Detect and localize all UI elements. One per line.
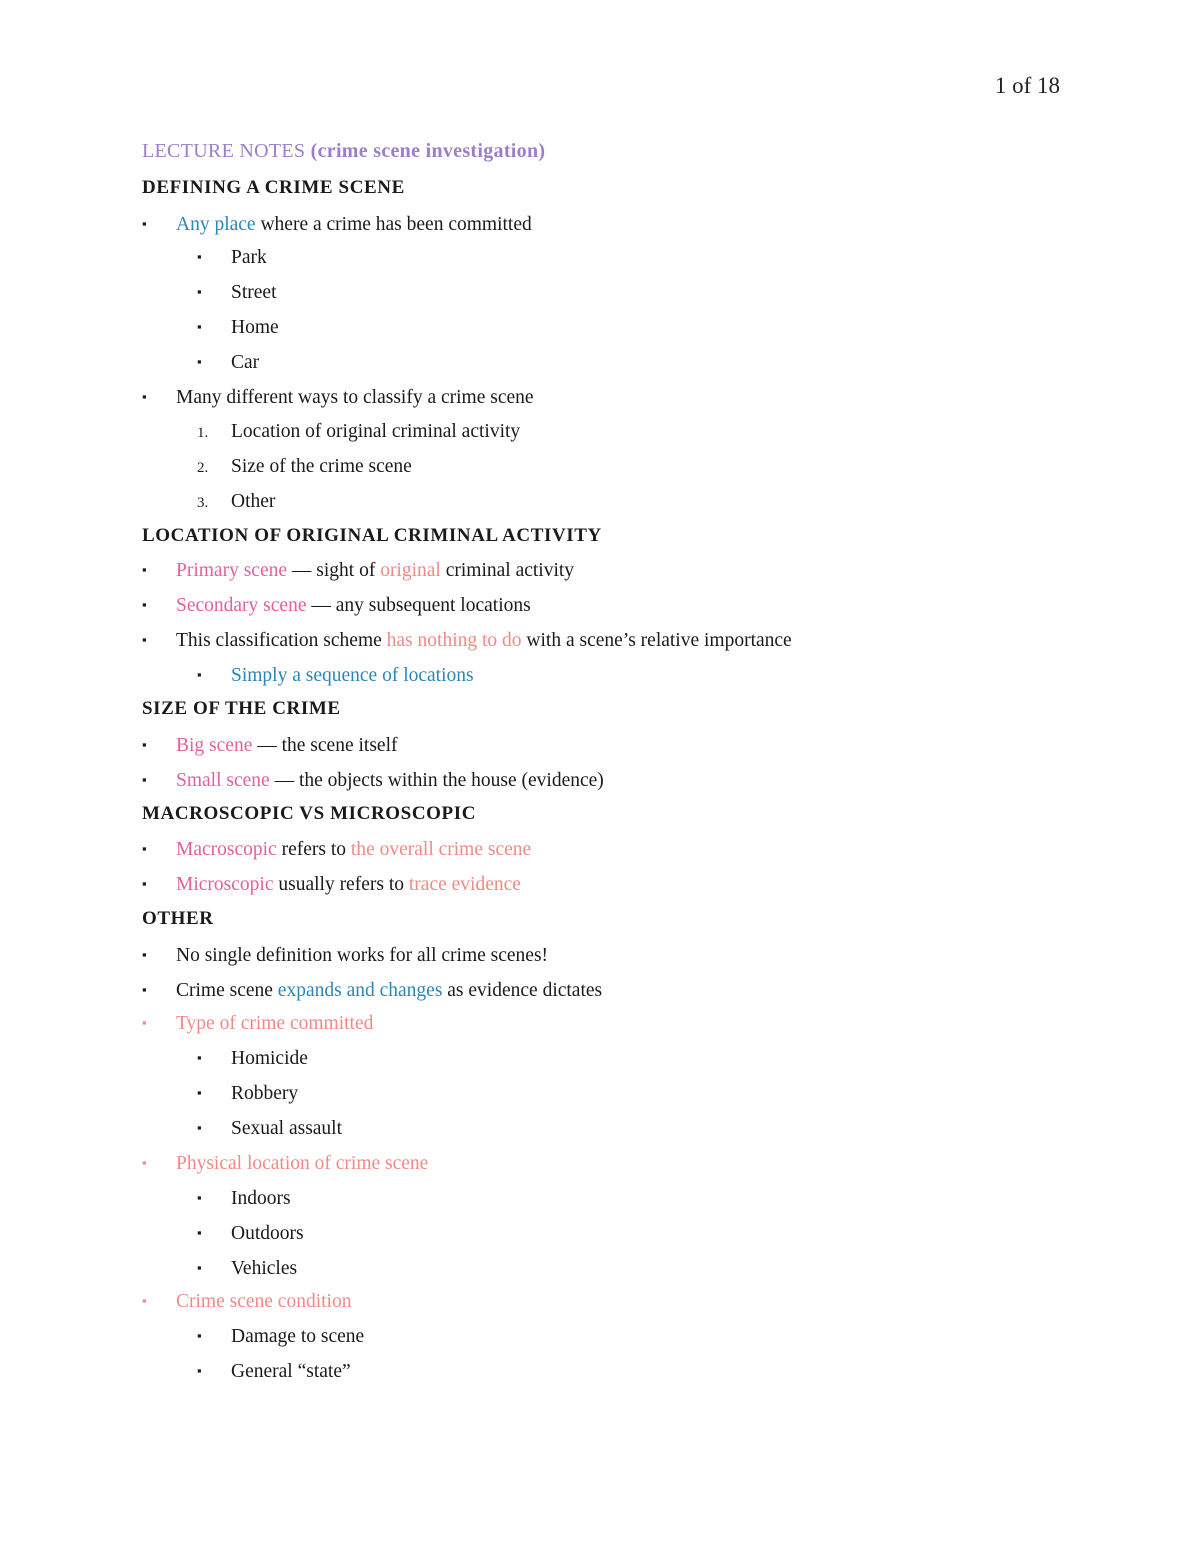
item-text: Home [231,317,279,338]
item-text: Other [231,491,276,512]
heading-macro: MACROSCOPIC VS MICROSCOPIC [142,803,477,824]
item-text: Damage to scene [231,1326,365,1347]
item-number: 1. [197,425,209,441]
bullet-icon: ▪ [142,632,147,647]
bullet-icon: ▪ [197,319,202,334]
highlight-phrase: trace evidence [408,874,521,895]
list-item [142,212,532,237]
item-text: Many different ways to classify a crime scene [176,387,534,408]
lecture-title [142,140,545,163]
heading-other: OTHER [142,908,214,929]
highlight-phrase: has nothing to do [386,630,522,651]
item-text: usually refers to [273,874,409,895]
item-text: refers to [276,839,351,860]
bullet-icon: ▪ [197,249,202,264]
bullet-icon: ▪ [142,1155,147,1170]
list-item [142,978,602,1003]
bullet-icon: ▪ [142,389,147,404]
bullet-icon: ▪ [197,1190,202,1205]
item-text: Park [231,247,267,268]
list-item [142,872,521,897]
bullet-icon: ▪ [197,284,202,299]
highlight-term: Macroscopic [176,839,277,860]
heading-defining: DEFINING A CRIME SCENE [142,177,405,198]
item-number: 2. [197,460,209,476]
item-text: — the objects within the house (evidence) [269,770,604,791]
numbered-item [197,420,520,445]
highlight-phrase: Crime scene condition [176,1291,352,1312]
highlight-phrase: Simply a sequence of locations [231,665,474,686]
list-item [142,593,531,618]
list-item [142,628,792,653]
highlight-term: Microscopic [176,874,274,895]
item-text: — the scene itself [252,735,398,756]
highlight-term: Primary scene [176,560,288,581]
item-text: — sight of [287,560,381,581]
bullet-icon: ▪ [197,1260,202,1275]
bullet-icon: ▪ [142,597,147,612]
item-text: Robbery [231,1083,299,1104]
list-item [197,350,259,375]
bullet-icon: ▪ [142,876,147,891]
list-item [142,558,574,583]
item-text: criminal activity [440,560,575,581]
list-item [197,1221,304,1246]
highlight-any-place: Any place [176,214,256,235]
list-item [197,280,276,305]
list-item [142,1011,373,1036]
item-number: 3. [197,495,209,511]
list-item [142,385,534,410]
item-text: as evidence dictates [442,980,603,1001]
highlight-phrase: expands and changes [277,980,443,1001]
highlight-phrase: Physical location of crime scene [176,1153,429,1174]
list-item [197,1256,297,1281]
item-text: Outdoors [231,1223,304,1244]
bullet-icon: ▪ [197,1225,202,1240]
item-text: Street [231,282,277,303]
list-item [142,943,548,968]
bullet-icon: ▪ [142,562,147,577]
item-text: Car [231,352,260,373]
list-item [142,1289,351,1314]
list-item [142,768,604,793]
list-item [197,1359,351,1384]
list-item [197,1116,342,1141]
highlight-phrase: Type of crime committed [176,1013,374,1034]
list-item [197,245,267,270]
item-text: Location of original criminal activity [231,421,521,442]
list-item [197,1186,291,1211]
numbered-item [197,490,275,515]
item-text: This classification scheme [176,630,387,651]
list-item [142,837,531,862]
item-text: Size of the crime scene [231,456,412,477]
item-text: — any subsequent locations [306,595,531,616]
highlight-phrase: the overall crime scene [350,839,532,860]
bullet-icon: ▪ [197,354,202,369]
highlight-term: Secondary scene [176,595,307,616]
item-text: Vehicles [231,1258,298,1279]
item-text: Indoors [231,1188,291,1209]
bullet-icon: ▪ [142,216,147,231]
highlight-term: Big scene [176,735,253,756]
list-item [197,1081,298,1106]
heading-size: SIZE OF THE CRIME [142,698,341,719]
list-item [197,315,279,340]
title-prefix: LECTURE NOTES [142,140,311,162]
bullet-icon: ▪ [142,737,147,752]
bullet-icon: ▪ [197,667,202,682]
title-subject: (crime scene investigation) [310,140,546,162]
bullet-icon: ▪ [197,1085,202,1100]
highlight-phrase: original [380,560,441,581]
numbered-item [197,455,412,480]
bullet-icon: ▪ [142,1015,147,1030]
list-item [197,1324,364,1349]
item-text: with a scene’s relative importance [521,630,792,651]
item-text: Sexual assault [231,1118,343,1139]
bullet-icon: ▪ [197,1328,202,1343]
item-text: Homicide [231,1048,308,1069]
list-item [197,663,474,688]
heading-location: LOCATION OF ORIGINAL CRIMINAL ACTIVITY [142,525,602,546]
bullet-icon: ▪ [142,772,147,787]
bullet-icon: ▪ [142,841,147,856]
list-item [197,1046,308,1071]
bullet-icon: ▪ [142,982,147,997]
bullet-icon: ▪ [197,1050,202,1065]
bullet-icon: ▪ [197,1120,202,1135]
bullet-icon: ▪ [197,1363,202,1378]
item-text: General “state” [231,1361,351,1382]
list-item [142,733,397,758]
page-number: 1 of 18 [994,73,1060,98]
bullet-icon: ▪ [142,1293,147,1308]
item-text: Crime scene [176,980,278,1001]
highlight-term: Small scene [176,770,270,791]
bullet-icon: ▪ [142,947,147,962]
item-text: No single definition works for all crime scenes! [176,945,549,966]
item-text: where a crime has been committed [255,214,532,235]
list-item [142,1151,428,1176]
